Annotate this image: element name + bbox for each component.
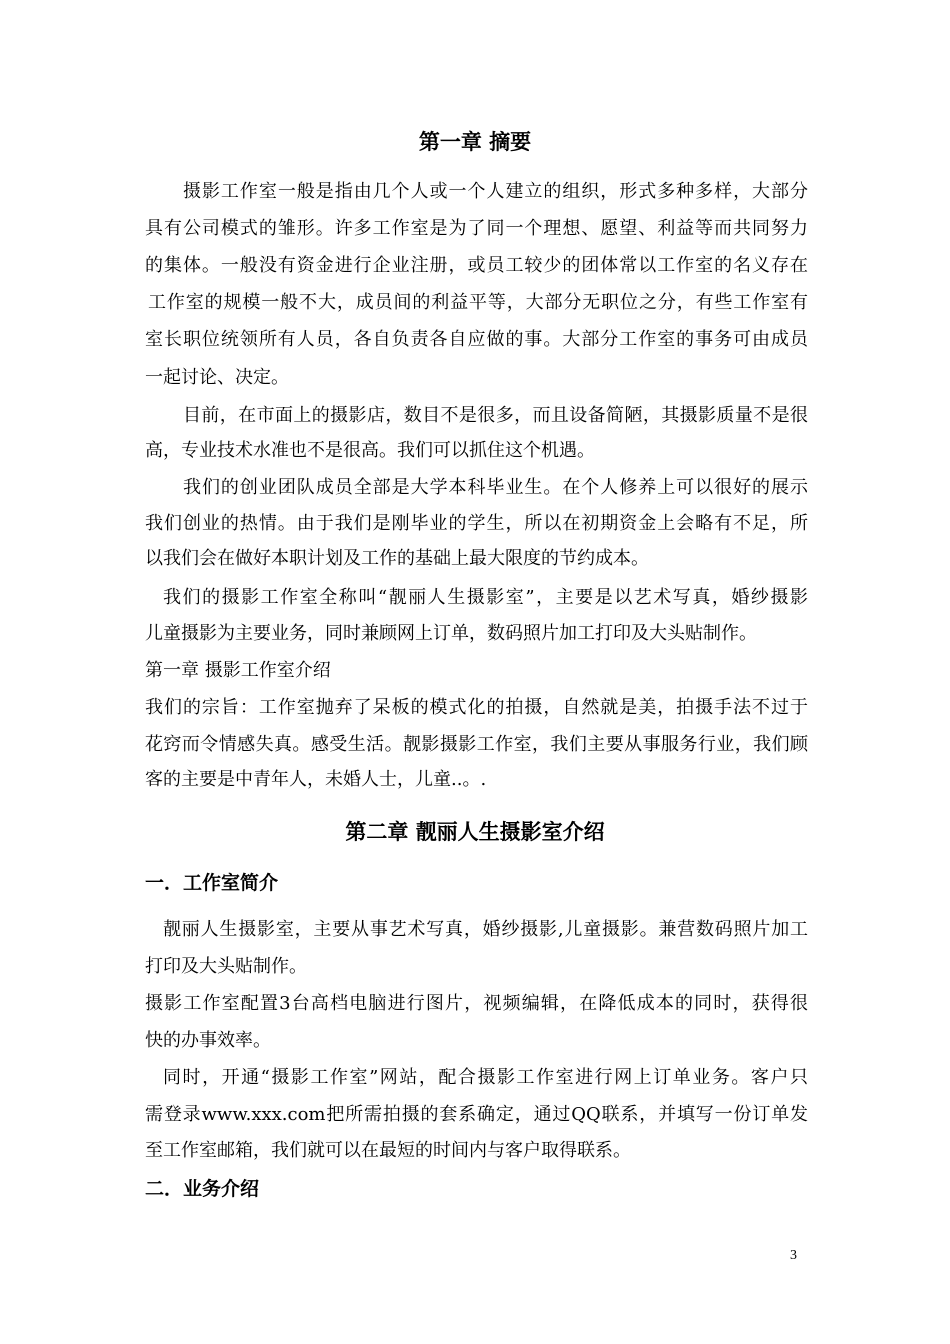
text-line: 需登录www.xxx.com把所需拍摄的套系确定，通过QQ联系，并填写一份订单发 — [145, 1104, 808, 1125]
text-line: 我们的创业团队成员全部是大学本科毕业生。在个人修养上可以很好的展示 — [183, 477, 808, 498]
text-line: 摄影工作室一般是指由几个人或一个人建立的组织，形式多种多样，大部分 — [183, 181, 808, 202]
text-line: 高，专业技术水准也不是很高。我们可以抓住这个机遇。 — [145, 440, 595, 461]
text-line: 具有公司模式的雏形。许多工作室是为了同一个理想、愿望、利益等而共同努力 — [145, 218, 808, 239]
text-line: 快的办事效率。 — [145, 1030, 271, 1051]
text-line: 室长职位统领所有人员，各自负责各自应做的事。大部分工作室的事务可由成员 — [145, 329, 808, 350]
text-line: 工作室的规模一般不大，成员间的利益平等，大部分无职位之分，有些工作室有 — [148, 292, 808, 313]
text-line: 至工作室邮箱，我们就可以在最短的时间内与客户取得联系。 — [145, 1140, 631, 1161]
text-line: 靓丽人生摄影室，主要从事艺术写真，婚纱摄影,儿童摄影。兼营数码照片加工 — [163, 919, 808, 940]
text-line: 我们的摄影工作室全称叫“靓丽人生摄影室”，主要是以艺术写真，婚纱摄影 — [163, 587, 808, 608]
text-line: 以我们会在做好本职计划及工作的基础上最大限度的节约成本。 — [145, 548, 649, 569]
text-line: 的集体。一般没有资金进行企业注册，或员工较少的团体常以工作室的名义存在 — [145, 255, 808, 276]
text-line: 打印及大头贴制作。 — [145, 956, 307, 977]
section1-heading: 一．工作室简介 — [145, 872, 279, 894]
text-line: 摄影工作室配置3台高档电脑进行图片，视频编辑，在降低成本的同时，获得很 — [145, 993, 808, 1014]
text-line: 我们创业的热情。由于我们是刚毕业的学生，所以在初期资金上会略有不足，所 — [145, 513, 808, 534]
text-line: 一起讨论、决定。 — [145, 367, 289, 388]
text-line: 目前，在市面上的摄影店，数目不是很多，而且设备简陋，其摄影质量不是很 — [183, 405, 808, 426]
text-line: 同时，开通“摄影工作室”网站，配合摄影工作室进行网上订单业务。客户只 — [163, 1067, 808, 1088]
text-line: 花窍而令情感失真。感受生活。靓影摄影工作室，我们主要从事服务行业，我们顾 — [145, 734, 808, 755]
subheading: 第一章 摄影工作室介绍 — [145, 660, 331, 681]
chapter2-title: 第二章 靓丽人生摄影室介绍 — [345, 819, 605, 844]
text-line: 我们的宗旨：工作室抛弃了呆板的模式化的拍摄，自然就是美，拍摄手法不过于 — [145, 697, 808, 718]
page-number: 3 — [790, 1248, 797, 1263]
chapter1-title: 第一章 摘要 — [418, 129, 532, 154]
text-line: 客的主要是中青年人，未婚人士，儿童..。. — [145, 769, 487, 790]
section2-heading: 二．业务介绍 — [145, 1178, 260, 1200]
text-line: 儿童摄影为主要业务，同时兼顾网上订单，数码照片加工打印及大头贴制作。 — [145, 623, 757, 644]
